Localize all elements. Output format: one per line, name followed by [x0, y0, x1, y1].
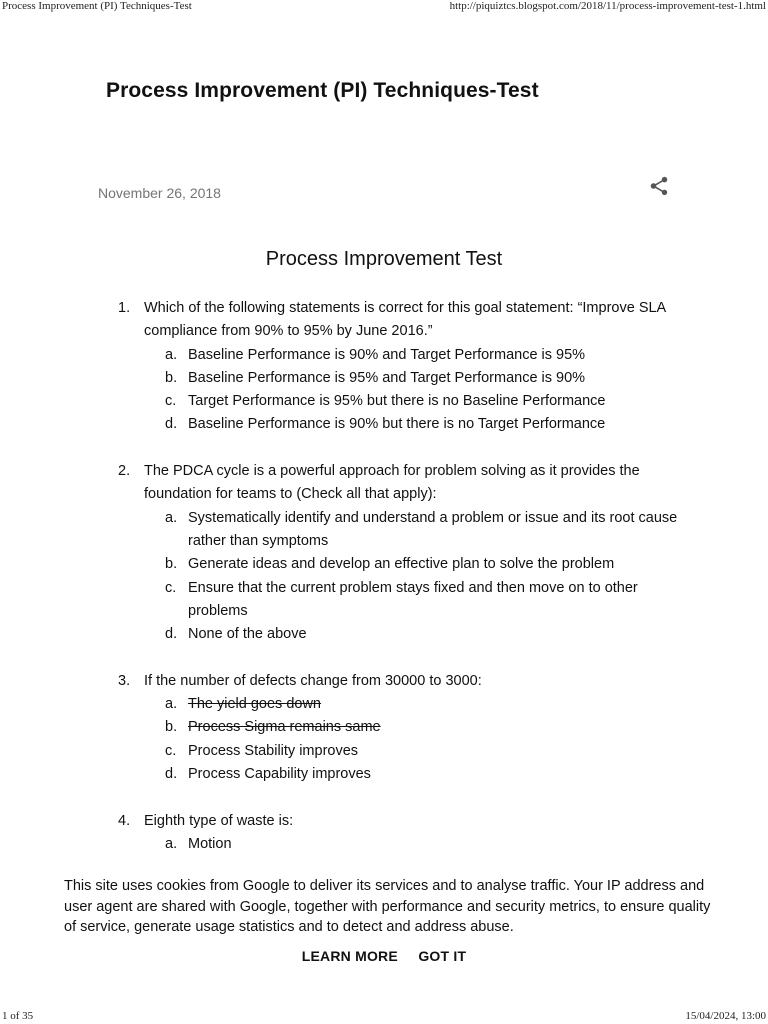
learn-more-button[interactable]: LEARN MORE: [301, 948, 398, 964]
option-letter: a.: [165, 346, 178, 363]
print-header: [0, 0, 768, 14]
question-2: [118, 460, 678, 646]
option-letter: c.: [165, 742, 177, 759]
question-number: 1.: [118, 300, 131, 316]
option-item: [144, 577, 678, 624]
print-page-title: Process Improvement (PI) Techniques-Test: [2, 0, 192, 12]
option-letter: c.: [165, 579, 177, 596]
option-letter: a.: [165, 696, 178, 713]
option-text: Baseline Performance is 90% but there is no Target Performance: [188, 416, 606, 433]
post-title: Process Improvement (PI) Techniques-Test: [106, 79, 539, 102]
got-it-button[interactable]: GOT IT: [418, 948, 467, 964]
question-text: The PDCA cycle is a powerful approach for problem solving as it provides the foundation for teams to (Check all that apply):: [144, 463, 640, 503]
cookie-actions: [0, 948, 768, 966]
question-text: Eighth type of waste is:: [144, 812, 294, 829]
question-number: 4.: [118, 812, 131, 829]
option-item: [144, 390, 678, 413]
option-text: Process Sigma remains same: [188, 719, 381, 736]
option-text: None of the above: [188, 626, 307, 643]
option-list: [144, 693, 678, 786]
document-title: Process Improvement Test: [265, 248, 503, 270]
cookie-notice-text: This site uses cookies from Google to deliver its services and to analyse traffic. Your IP address and user agent are shared with Google, together with performance and security metrics, to ensure quality of service, generate usage statistics and to detect and address abuse.: [64, 878, 711, 935]
option-item: [144, 553, 678, 576]
option-item: [144, 763, 678, 786]
option-item: [144, 344, 678, 367]
question-text: Which of the following statements is correct for this goal statement: “Improve SLA compliance from 90% to 95% by June 2016.”: [144, 300, 666, 340]
option-item: [144, 623, 678, 646]
question-4: [118, 810, 678, 857]
page-counter: 1 of 35: [2, 1010, 34, 1022]
question-number: 2.: [118, 463, 131, 480]
option-item-struck: [144, 716, 678, 739]
post-date: November 26, 2018: [98, 185, 221, 201]
option-letter: b.: [165, 719, 178, 736]
option-letter: b.: [165, 556, 178, 573]
option-text: Target Performance is 95% but there is no Baseline Performance: [188, 393, 606, 410]
option-item: [144, 367, 678, 390]
option-text: Baseline Performance is 95% and Target Performance is 90%: [188, 369, 586, 386]
option-text: Process Capability improves: [188, 765, 371, 782]
question-list: [118, 297, 678, 879]
option-letter: d.: [165, 626, 178, 643]
option-list: [144, 833, 678, 856]
print-footer: [0, 1008, 768, 1024]
option-item: [144, 740, 678, 763]
print-url: http://piquiztcs.blogspot.com/2018/11/process-improvement-test-1.html: [449, 0, 766, 12]
option-text: Motion: [188, 835, 232, 852]
option-list: [144, 344, 678, 437]
option-text: Baseline Performance is 90% and Target Performance is 95%: [188, 346, 586, 363]
option-text: Generate ideas and develop an effective plan to solve the problem: [188, 556, 615, 573]
option-letter: a.: [165, 835, 178, 852]
option-text: The yield goes down: [188, 696, 321, 713]
option-letter: c.: [165, 393, 177, 410]
option-item: [144, 413, 678, 436]
question-1: [118, 297, 678, 437]
option-letter: b.: [165, 369, 178, 386]
option-text: Process Stability improves: [188, 742, 359, 759]
option-item: [144, 833, 678, 856]
option-letter: d.: [165, 416, 178, 433]
option-letter: d.: [165, 765, 178, 782]
option-list: [144, 507, 678, 647]
cookie-banner: [0, 862, 768, 982]
option-text: Systematically identify and understand a problem or issue and its root cause rather than symptoms: [188, 509, 678, 549]
share-icon[interactable]: [648, 175, 670, 197]
option-item: [144, 507, 678, 554]
print-timestamp: 15/04/2024, 13:00: [685, 1010, 766, 1022]
question-3: [118, 670, 678, 786]
option-text: Ensure that the current problem stays fixed and then move on to other problems: [188, 579, 638, 619]
option-letter: a.: [165, 509, 178, 526]
question-text: If the number of defects change from 30000 to 3000:: [144, 672, 482, 689]
option-item-struck: [144, 693, 678, 716]
question-number: 3.: [118, 672, 131, 689]
